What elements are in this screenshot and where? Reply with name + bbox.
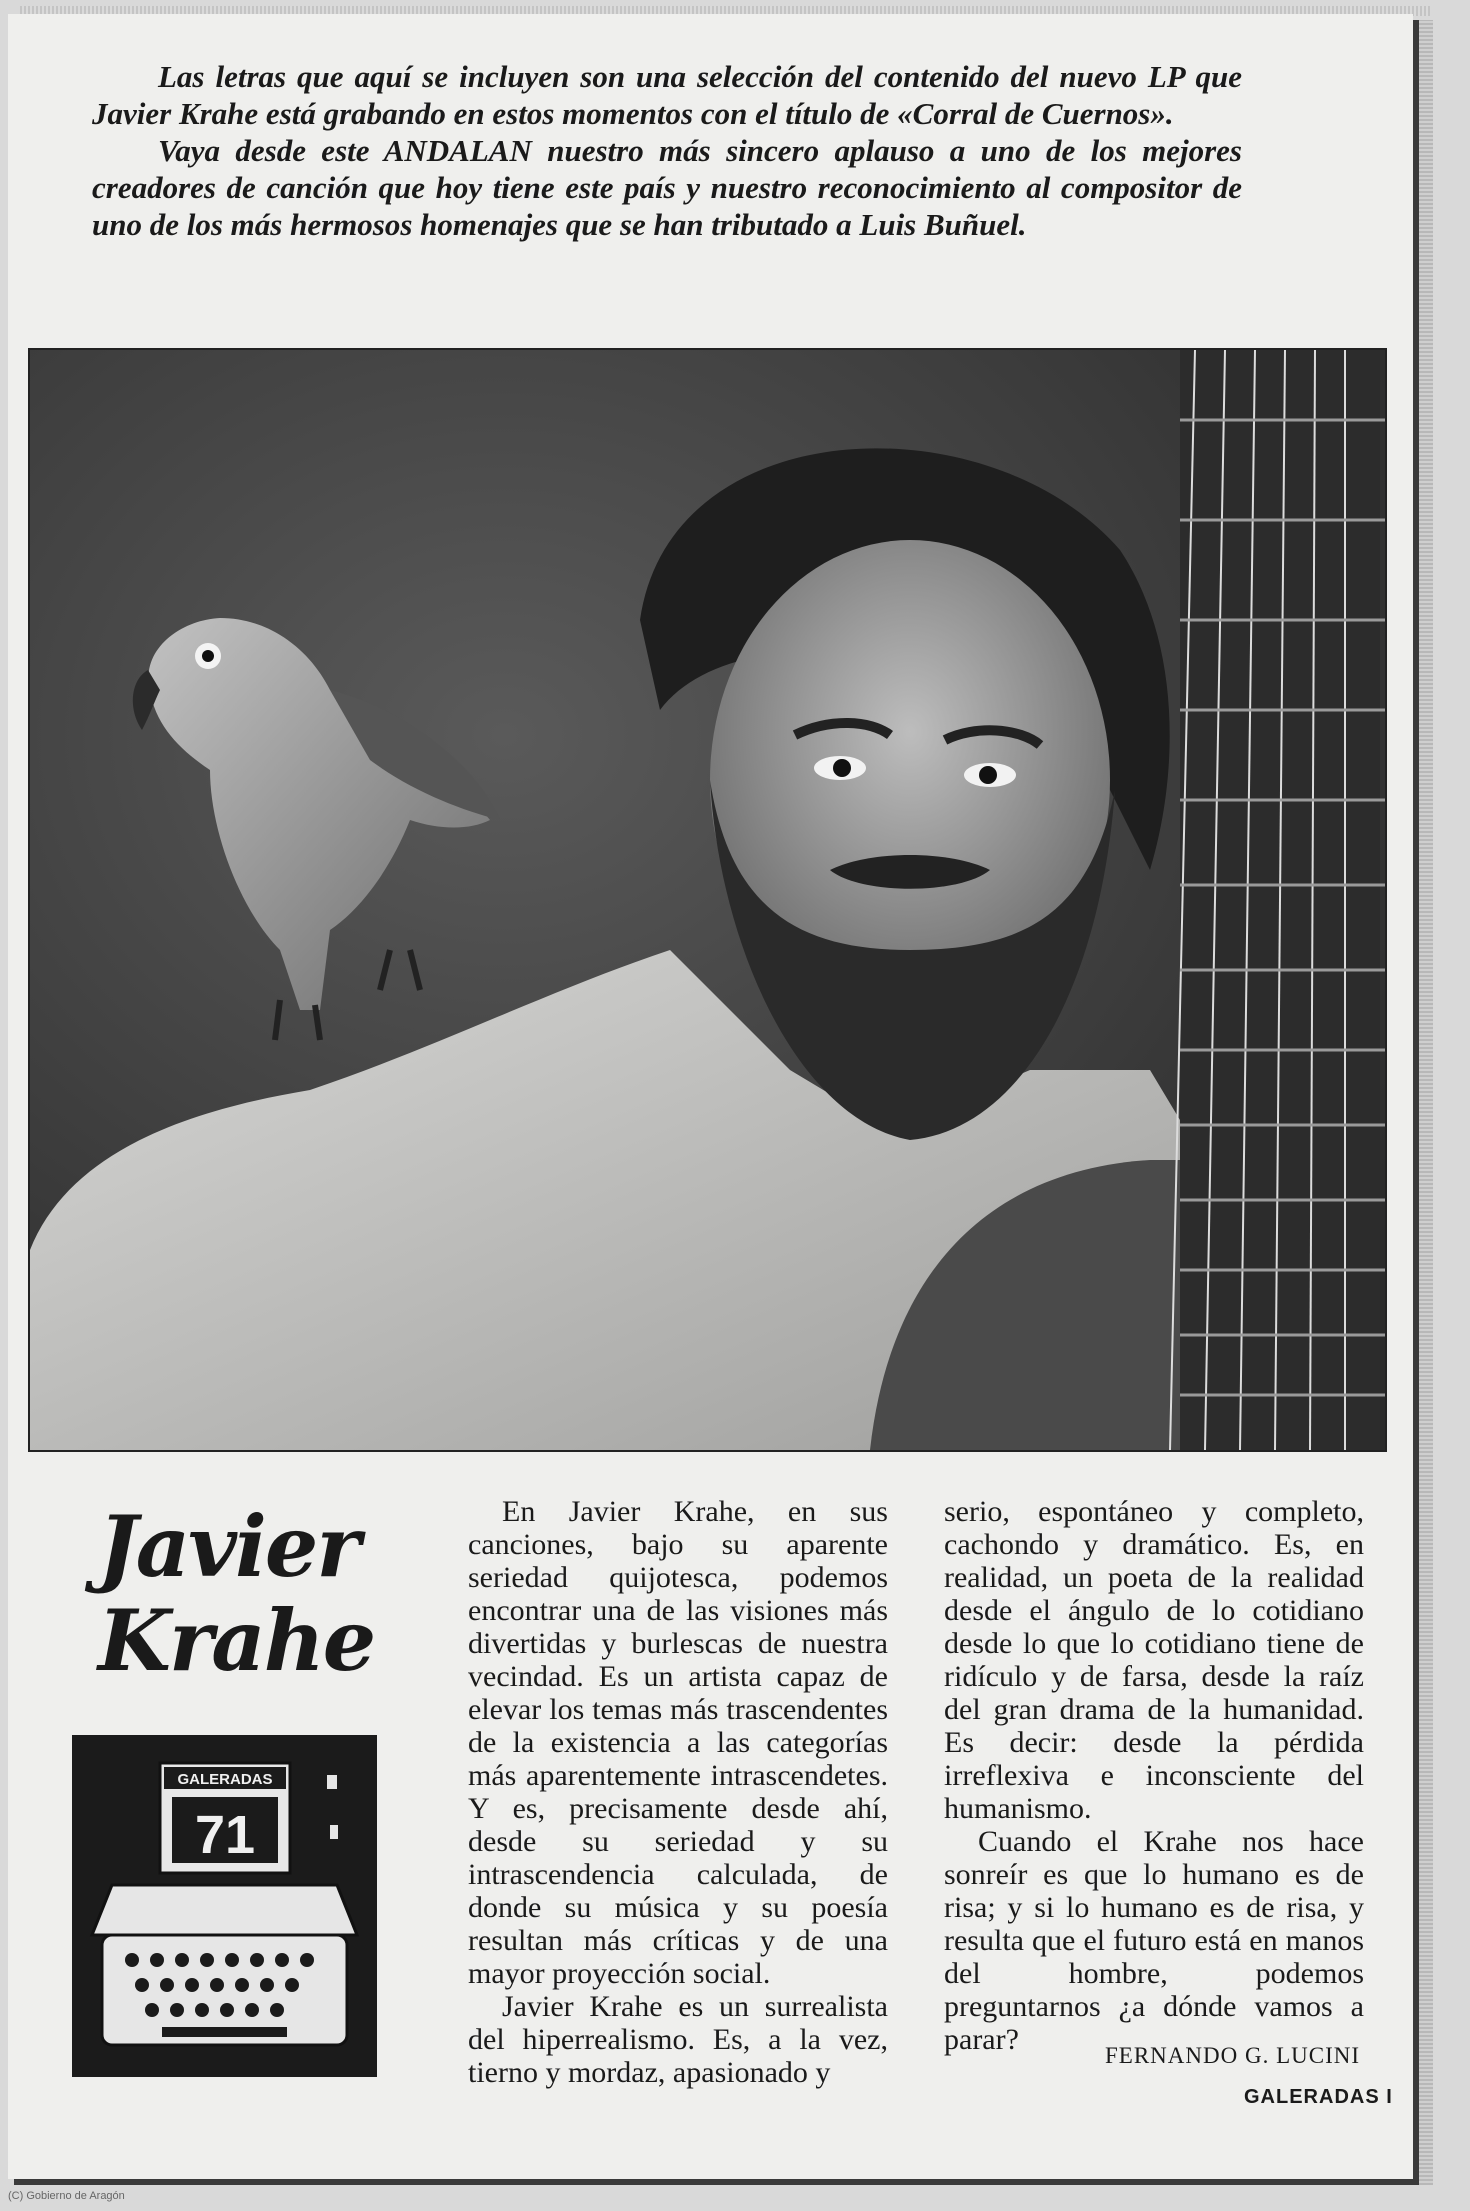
page-footer: GALERADAS I <box>1244 2086 1393 2108</box>
author-byline: FERNANDO G. LUCINI <box>1105 2043 1361 2068</box>
headline-line-1: Javier <box>98 1497 359 1596</box>
article-paragraph-2-end: serio, espontáneo y completo, cachondo y dramático. Es, en realidad, un poeta de la realidad desde el ángulo de lo cotidiano desde lo que lo cotidiano tiene de ridículo y de farsa, desde la raíz del gran drama de la humanidad. Es decir: desde la pérdida irreflexiva e inconsciente del humanismo. <box>944 1495 1364 1825</box>
page-edge-right <box>1413 20 1433 2185</box>
article-paragraph-3: Cuando el Krahe nos hace sonreír es que lo humano es de risa; y si lo humano es de risa, y resulta que el futuro está en manos del hombre, podemos preguntarnos ¿a dónde vamos a parar? <box>944 1825 1364 2056</box>
article-headline <box>98 1497 398 1690</box>
article-column-1 <box>468 1495 888 2089</box>
article-column-2 <box>944 1495 1364 2056</box>
intro-text <box>92 58 1242 243</box>
headline-line-2: Krahe <box>98 1591 375 1690</box>
intro-paragraph-2: Vaya desde este ANDALAN nuestro más sincero aplauso a uno de los mejores creadores de canción que hoy tiene este país y nuestro reconocimiento al compositor de uno de los más hermosos homenajes que se han tributado a Luis Buñuel. <box>92 133 1242 242</box>
article-paragraph-2-start: Javier Krahe es un surrealista del hiperrealismo. Es, a la vez, tierno y mordaz, apasionado y <box>468 1990 888 2089</box>
copyright-credit: (C) Gobierno de Aragón <box>8 2190 125 2202</box>
portrait-photo <box>28 348 1387 1452</box>
galeradas-logo <box>72 1735 377 2077</box>
article-paragraph-1: En Javier Krahe, en sus canciones, bajo su aparente seriedad quijotesca, podemos encontrar una de las visiones más divertidas y burlescas de nuestra vecindad. Es un artista capaz de elevar los temas más trascendentes de la existencia a las categorías más aparentemente intrascendetes. Y es, precisamente desde ahí, desde su seriedad y su intrascendencia calculada, de donde su música y su poesía resultan más críticas y de una mayor proyección social. <box>468 1495 888 1990</box>
logo-number: 71 <box>194 1805 256 1865</box>
intro-paragraph-1: Las letras que aquí se incluyen son una selección del contenido del nuevo LP que Javier Krahe está grabando en estos momentos con el título de «Corral de Cuernos». <box>92 59 1242 131</box>
logo-label: GALERADAS <box>177 1771 273 1788</box>
magazine-page <box>8 14 1413 2179</box>
